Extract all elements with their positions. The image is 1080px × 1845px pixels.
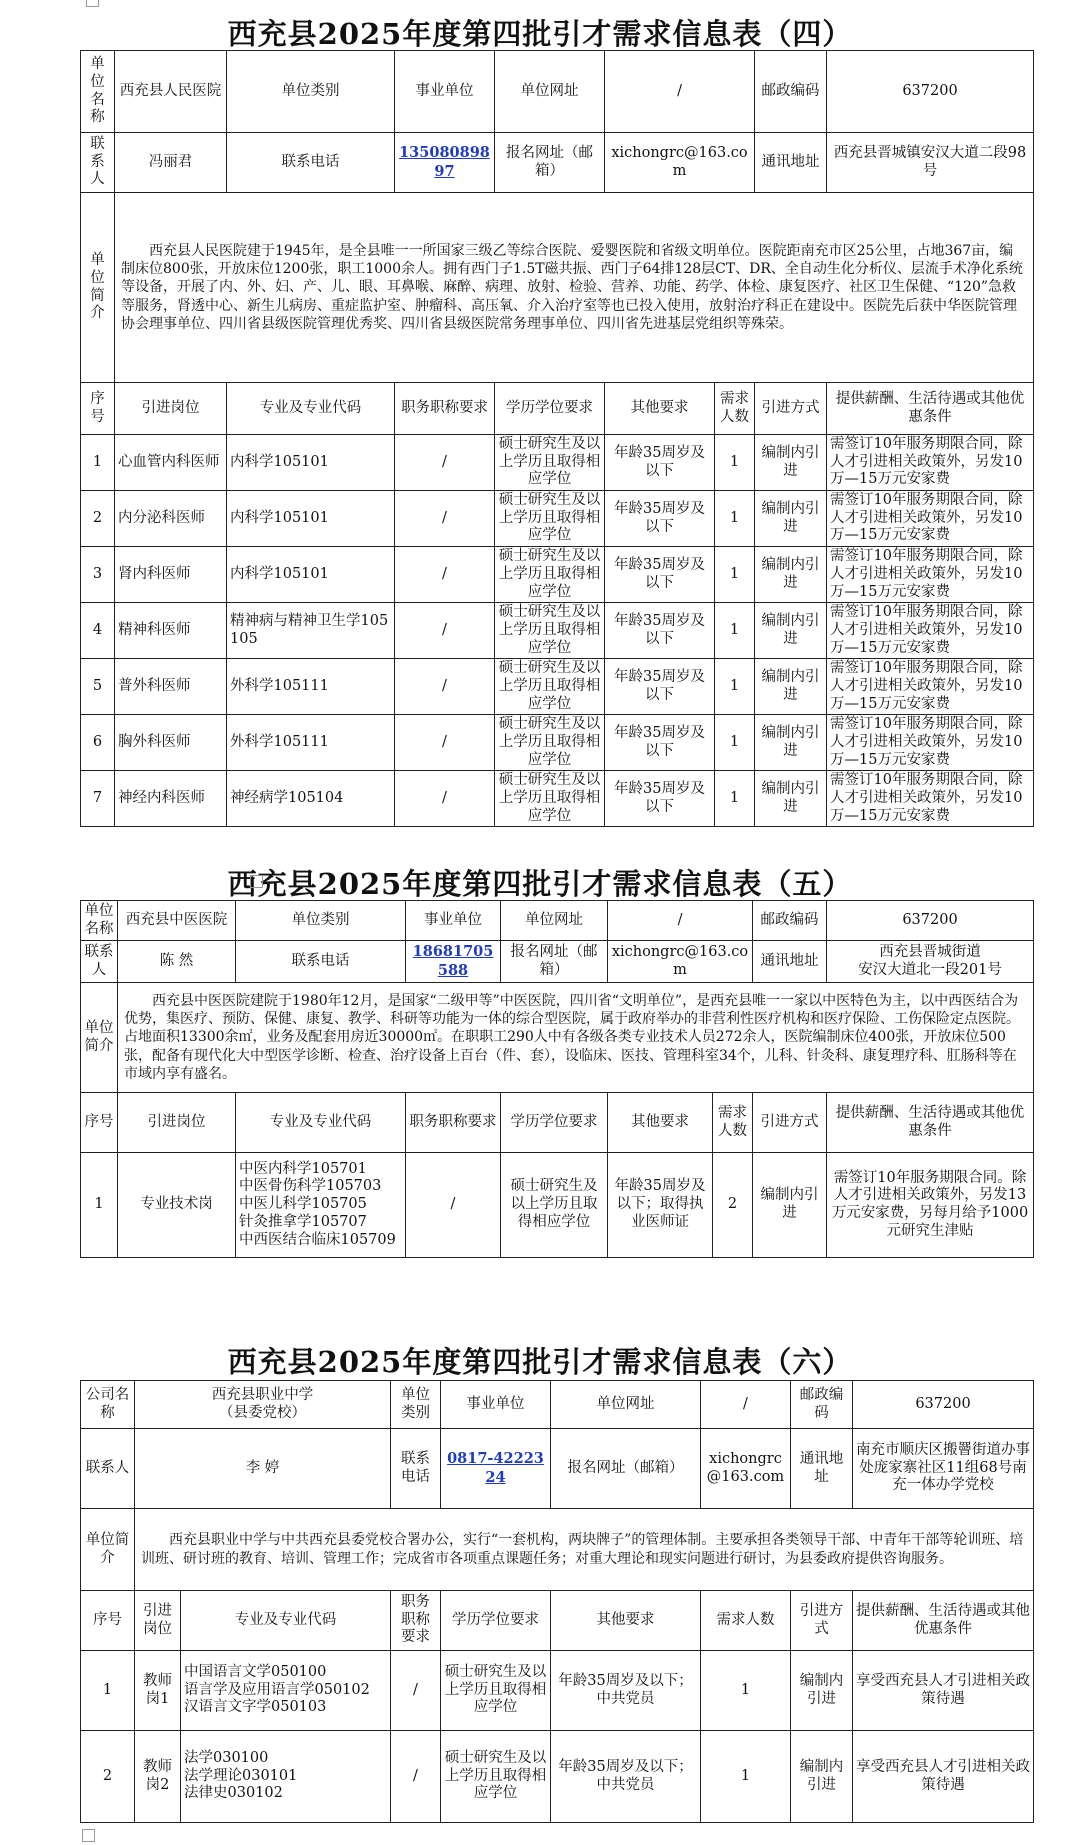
header-row <box>81 1591 1034 1651</box>
phone-cell <box>406 941 501 983</box>
row-other: 年龄35周岁及以下 <box>605 491 715 547</box>
unit-intro: 西充县人民医院建于1945年，是全县唯一一所国家三级乙等综合医院、爱婴医院和省级文明单位。医院距南充市区25公里，占地367亩，编制床位800张，开放床位1200张，职工1000余人。拥有西门子1.5T磁共振、西门子64排128层CT、DR、全自动生化分析仪、层流手术净化系统等设备，开展了内、外、妇、产、儿、眼、耳鼻喉、麻醉、病理、放射、检验、营养、功能、药学、体检、康复医疗、社区卫生保健、“120”急救等服务，肾透中心、新生儿病房、重症监护室、肿瘤科、高压氧、介入治疗室等也已投入使用，放射治疗科正在建设中。医院先后获中华医院管理协会理事单位、四川省县级医院管理优秀奖、四川省县级医院常务理事单位、四川省先进基层党组织等殊荣。 <box>115 193 1034 383</box>
row-benefit: 需签订10年服务期限合同，除人才引进相关政策外，另发10万—15万元安家费 <box>827 603 1034 659</box>
row-post: 教师岗2 <box>135 1731 181 1823</box>
contact-name: 陈 然 <box>118 941 236 983</box>
table5 <box>80 900 1033 1258</box>
col-header: 序号 <box>81 1093 118 1153</box>
row-benefit: 需签订10年服务期限合同，除人才引进相关政策外，另发10万—15万元安家费 <box>827 771 1034 827</box>
col-header: 其他要求 <box>551 1591 701 1651</box>
row-major: 内科学105101 <box>227 435 395 491</box>
table-row <box>81 1731 1034 1823</box>
row-mode: 编制内引进 <box>755 435 827 491</box>
row-major: 中医内科学105701 中医骨伤科学105703 中医儿科学105705 针灸推拿学105707 中西医结合临床105709 <box>236 1153 406 1258</box>
row-benefit: 需签订10年服务期限合同，除人才引进相关政策外，另发10万—15万元安家费 <box>827 435 1034 491</box>
postcode: 637200 <box>827 51 1034 133</box>
row-benefit: 需签订10年服务期限合同。除人才引进相关政策外，另发13万元安家费，另每月给予1000元研究生津贴 <box>827 1153 1034 1258</box>
table-row <box>81 1651 1034 1731</box>
row-title: / <box>395 659 495 715</box>
row-title: / <box>395 435 495 491</box>
row-post: 肾内科医师 <box>115 547 227 603</box>
phone-link[interactable]: 18681705588 <box>412 942 494 979</box>
row-mode: 编制内引进 <box>791 1731 853 1823</box>
label-apply: 报名网址（邮箱） <box>501 941 608 983</box>
row-edu: 硕士研究生及以上学历且取得相应学位 <box>501 1153 608 1258</box>
col-header: 引进岗位 <box>135 1591 181 1651</box>
row-num: 2 <box>713 1153 753 1258</box>
unit-name: 西充县职业中学 （县委党校） <box>135 1381 391 1429</box>
row-major: 中国语言文学050100 语言学及应用语言学050102 汉语言文字学050103 <box>181 1651 391 1731</box>
row-no: 7 <box>81 771 115 827</box>
row-benefit: 需签订10年服务期限合同，除人才引进相关政策外，另发10万—15万元安家费 <box>827 547 1034 603</box>
row-mode: 编制内引进 <box>755 715 827 771</box>
table5-title: 西充县2025年度第四批引才需求信息表（五） <box>227 867 853 901</box>
header-row <box>81 383 1034 435</box>
label-intro: 单位简介 <box>81 983 118 1093</box>
row-major: 外科学105111 <box>227 659 395 715</box>
row-num: 1 <box>701 1731 791 1823</box>
row-mode: 编制内引进 <box>755 771 827 827</box>
col-header: 专业及专业代码 <box>236 1093 406 1153</box>
row-other: 年龄35周岁及以下 <box>605 715 715 771</box>
label-phone: 联系电话 <box>391 1429 441 1509</box>
row-post: 胸外科医师 <box>115 715 227 771</box>
row-no: 1 <box>81 1651 135 1731</box>
row-benefit: 需签订10年服务期限合同，除人才引进相关政策外，另发10万—15万元安家费 <box>827 715 1034 771</box>
row-mode: 编制内引进 <box>755 547 827 603</box>
unit-type: 事业单位 <box>395 51 495 133</box>
row-other: 年龄35周岁及以下 <box>605 603 715 659</box>
col-header: 其他要求 <box>608 1093 713 1153</box>
page-corner-mark-top <box>86 0 99 7</box>
row-edu: 硕士研究生及以上学历且取得相应学位 <box>495 435 605 491</box>
row-other: 年龄35周岁及以下 <box>605 547 715 603</box>
label-apply: 报名网址（邮箱） <box>551 1429 701 1509</box>
table-row <box>81 715 1034 771</box>
table-row <box>81 491 1034 547</box>
row-post: 神经内科医师 <box>115 771 227 827</box>
phone-link[interactable]: 13508089897 <box>399 143 490 180</box>
label-unit-name: 单位名称 <box>81 51 115 133</box>
col-header: 提供薪酬、生活待遇或其他优惠条件 <box>853 1591 1034 1651</box>
row-other: 年龄35周岁及以下 <box>605 659 715 715</box>
col-header: 引进方式 <box>753 1093 827 1153</box>
website: / <box>701 1381 791 1429</box>
row-major: 神经病学105104 <box>227 771 395 827</box>
col-header: 学历学位要求 <box>441 1591 551 1651</box>
label-address: 通讯地址 <box>755 133 827 193</box>
col-header: 专业及专业代码 <box>181 1591 391 1651</box>
postcode: 637200 <box>827 901 1034 941</box>
row-major: 内科学105101 <box>227 491 395 547</box>
col-header: 专业及专业代码 <box>227 383 395 435</box>
address: 西充县晋城镇安汉大道二段98号 <box>827 133 1034 193</box>
row-no: 4 <box>81 603 115 659</box>
row-no: 6 <box>81 715 115 771</box>
row-post: 教师岗1 <box>135 1651 181 1731</box>
row-major: 内科学105101 <box>227 547 395 603</box>
row-major: 外科学105111 <box>227 715 395 771</box>
col-header: 需求人数 <box>701 1591 791 1651</box>
row-no: 1 <box>81 435 115 491</box>
col-header: 需求人数 <box>715 383 755 435</box>
row-mode: 编制内引进 <box>755 491 827 547</box>
row-title: / <box>395 603 495 659</box>
address: 南充市顺庆区搬罾街道办事处庞家寨社区11组68号南充一体办学党校 <box>853 1429 1034 1509</box>
label-contact: 联系人 <box>81 1429 135 1509</box>
col-header: 学历学位要求 <box>501 1093 608 1153</box>
phone-cell <box>395 133 495 193</box>
label-unit-name: 公司名称 <box>81 1381 135 1429</box>
table6-title: 西充县2025年度第四批引才需求信息表（六） <box>227 1345 853 1379</box>
col-header: 引进方式 <box>791 1591 853 1651</box>
label-contact: 联系人 <box>81 941 118 983</box>
label-postcode: 邮政编码 <box>755 51 827 133</box>
row-num: 1 <box>715 547 755 603</box>
row-num: 1 <box>715 771 755 827</box>
col-header: 引进岗位 <box>115 383 227 435</box>
label-postcode: 邮政编码 <box>753 901 827 941</box>
row-num: 1 <box>715 491 755 547</box>
unit-name: 西充县人民医院 <box>115 51 227 133</box>
row-title: / <box>395 491 495 547</box>
col-header: 学历学位要求 <box>495 383 605 435</box>
row-other: 年龄35周岁及以下 <box>605 435 715 491</box>
website: / <box>605 51 755 133</box>
row-other: 年龄35周岁及以下；中共党员 <box>551 1651 701 1731</box>
page-corner-mark-bottom <box>82 1829 95 1842</box>
header-row <box>81 1093 1034 1153</box>
col-header: 提供薪酬、生活待遇或其他优惠条件 <box>827 1093 1034 1153</box>
email: xichongrc@163.com <box>605 133 755 193</box>
address: 西充县晋城街道 安汉大道北一段201号 <box>827 941 1034 983</box>
contact-name: 冯丽君 <box>115 133 227 193</box>
table-row <box>81 659 1034 715</box>
label-contact: 联系人 <box>81 133 115 193</box>
email: xichongrc@163.com <box>701 1429 791 1509</box>
col-header: 需求人数 <box>713 1093 753 1153</box>
row-post: 心血管内科医师 <box>115 435 227 491</box>
row-edu: 硕士研究生及以上学历且取得相应学位 <box>441 1651 551 1731</box>
row-no: 2 <box>81 1731 135 1823</box>
table5-title-mark <box>250 875 263 888</box>
row-benefit: 需签订10年服务期限合同，除人才引进相关政策外，另发10万—15万元安家费 <box>827 659 1034 715</box>
row-mode: 编制内引进 <box>755 659 827 715</box>
label-unit-type: 单位类别 <box>236 901 406 941</box>
row-num: 1 <box>701 1651 791 1731</box>
label-unit-name: 单位名称 <box>81 901 118 941</box>
unit-type: 事业单位 <box>406 901 501 941</box>
label-address: 通讯地址 <box>753 941 827 983</box>
row-num: 1 <box>715 715 755 771</box>
table4 <box>80 50 1033 827</box>
table-row <box>81 1153 1034 1258</box>
row-edu: 硕士研究生及以上学历且取得相应学位 <box>495 715 605 771</box>
row-benefit: 需签订10年服务期限合同，除人才引进相关政策外，另发10万—15万元安家费 <box>827 491 1034 547</box>
row-edu: 硕士研究生及以上学历且取得相应学位 <box>495 603 605 659</box>
row-edu: 硕士研究生及以上学历且取得相应学位 <box>495 659 605 715</box>
col-header: 提供薪酬、生活待遇或其他优惠条件 <box>827 383 1034 435</box>
table-row <box>81 435 1034 491</box>
row-title: / <box>395 547 495 603</box>
row-mode: 编制内引进 <box>755 603 827 659</box>
phone-link[interactable]: 0817-4222324 <box>447 1449 544 1486</box>
row-edu: 硕士研究生及以上学历且取得相应学位 <box>495 547 605 603</box>
row-other: 年龄35周岁及以下；取得执业医师证 <box>608 1153 713 1258</box>
label-apply: 报名网址（邮箱） <box>495 133 605 193</box>
postcode: 637200 <box>853 1381 1034 1429</box>
col-header: 其他要求 <box>605 383 715 435</box>
col-header: 职务职称要求 <box>391 1591 441 1651</box>
row-edu: 硕士研究生及以上学历且取得相应学位 <box>495 771 605 827</box>
col-header: 职务职称要求 <box>406 1093 501 1153</box>
label-postcode: 邮政编码 <box>791 1381 853 1429</box>
col-header: 引进岗位 <box>118 1093 236 1153</box>
row-other: 年龄35周岁及以下；中共党员 <box>551 1731 701 1823</box>
table4-title: 西充县2025年度第四批引才需求信息表（四） <box>227 17 853 51</box>
row-num: 1 <box>715 603 755 659</box>
row-other: 年龄35周岁及以下 <box>605 771 715 827</box>
row-major: 法学030100 法学理论030101 法律史030102 <box>181 1731 391 1823</box>
label-address: 通讯地址 <box>791 1429 853 1509</box>
row-post: 专业技术岗 <box>118 1153 236 1258</box>
row-edu: 硕士研究生及以上学历且取得相应学位 <box>495 491 605 547</box>
col-header: 序号 <box>81 1591 135 1651</box>
label-phone: 联系电话 <box>236 941 406 983</box>
row-no: 3 <box>81 547 115 603</box>
col-header: 序号 <box>81 383 115 435</box>
row-title: / <box>391 1651 441 1731</box>
unit-name: 西充县中医医院 <box>118 901 236 941</box>
label-website: 单位网址 <box>495 51 605 133</box>
row-title: / <box>395 771 495 827</box>
row-num: 1 <box>715 659 755 715</box>
label-intro: 单位简介 <box>81 1509 135 1591</box>
label-unit-type: 单位类别 <box>391 1381 441 1429</box>
contact-name: 李 婷 <box>135 1429 391 1509</box>
website: / <box>608 901 753 941</box>
row-edu: 硕士研究生及以上学历且取得相应学位 <box>441 1731 551 1823</box>
label-website: 单位网址 <box>501 901 608 941</box>
table-row <box>81 547 1034 603</box>
row-mode: 编制内引进 <box>753 1153 827 1258</box>
unit-intro: 西充县中医医院建院于1980年12月，是国家“二级甲等”中医医院，四川省“文明单位”，是西充县唯一一家以中医特色为主，以中西医结合为优势，集医疗、预防、保健、康复、教学、科研等功能为一体的综合型医院，属于政府举办的非营利性医疗机构和医疗保险、工伤保险定点医院。占地面积13300余㎡，业务及配套用房近30000㎡。在职职工290人中有各级各类专业技术人员272余人，医院编制床位400张，开放床位500张，配备有现代化大中型医学诊断、检查、治疗设备上百台（件、套），设临床、医技、管理科室34个，儿科、针灸科、康复理疗科、肛肠科等在市域内享有盛名。 <box>118 983 1034 1093</box>
row-major: 精神病与精神卫生学105105 <box>227 603 395 659</box>
label-unit-type: 单位类别 <box>227 51 395 133</box>
unit-type: 事业单位 <box>441 1381 551 1429</box>
row-num: 1 <box>715 435 755 491</box>
row-benefit: 享受西充县人才引进相关政策待遇 <box>853 1731 1034 1823</box>
phone-cell <box>441 1429 551 1509</box>
row-benefit: 享受西充县人才引进相关政策待遇 <box>853 1651 1034 1731</box>
label-intro: 单位简介 <box>81 193 115 383</box>
email: xichongrc@163.com <box>608 941 753 983</box>
row-post: 内分泌科医师 <box>115 491 227 547</box>
table-row <box>81 771 1034 827</box>
row-post: 精神科医师 <box>115 603 227 659</box>
row-no: 1 <box>81 1153 118 1258</box>
unit-intro: 西充县职业中学与中共西充县委党校合署办公，实行“一套机构，两块牌子”的管理体制。主要承担各类领导干部、中青年干部等轮训班、培训班、研讨班的教育、培训、管理工作；完成省市各项重点课题任务；对重大理论和现实问题进行研讨，为县委政府提供咨询服务。 <box>135 1509 1034 1591</box>
col-header: 职务职称要求 <box>395 383 495 435</box>
row-title: / <box>391 1731 441 1823</box>
row-mode: 编制内引进 <box>791 1651 853 1731</box>
table-row <box>81 603 1034 659</box>
row-post: 普外科医师 <box>115 659 227 715</box>
label-phone: 联系电话 <box>227 133 395 193</box>
row-no: 5 <box>81 659 115 715</box>
table6 <box>80 1380 1033 1823</box>
label-website: 单位网址 <box>551 1381 701 1429</box>
row-title: / <box>395 715 495 771</box>
row-no: 2 <box>81 491 115 547</box>
row-title: / <box>406 1153 501 1258</box>
col-header: 引进方式 <box>755 383 827 435</box>
